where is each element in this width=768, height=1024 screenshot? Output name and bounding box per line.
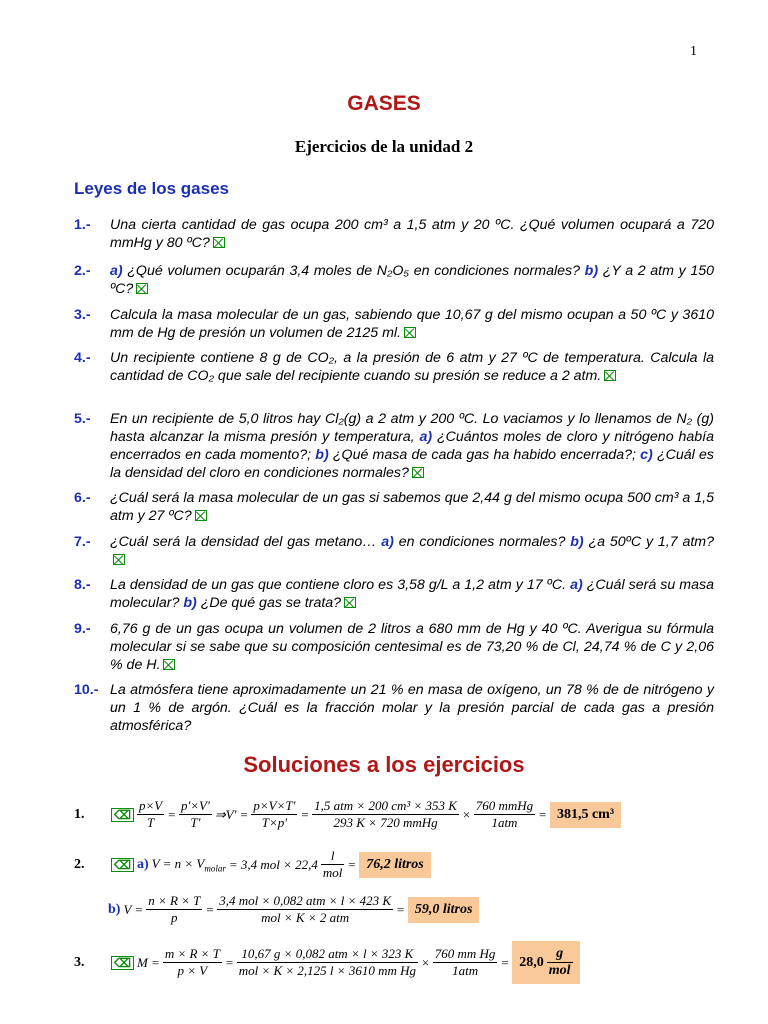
equation-text: = 3,4 mol × 22,4 (228, 856, 318, 872)
exercise-number: 6.- (74, 490, 91, 506)
fraction: $\frac{p\times V\times T'}{T\times p'}$ (253, 798, 296, 830)
solution-number: 3. (74, 954, 85, 970)
part-label: b) (108, 901, 121, 917)
exercise-text: Calcula la masa molecular de un gas, sabiendo que 10,67 g del mismo ocupan a 50 ºC y 3610 mm de Hg de presión un volumen de 2125 ml. (110, 307, 714, 341)
exercise-9 (74, 620, 714, 674)
exercise-text: en condiciones normales? (393, 534, 571, 550)
exercise-number: 2.- (74, 263, 91, 279)
page-subtitle: Ejercicios de la unidad 2 (294, 137, 474, 156)
back-to-exercise-icon[interactable]: ⌫ (111, 808, 134, 822)
exercise-text: ¿Qué masa de cada gas ha habido encerrada?; (328, 447, 641, 463)
exercise-6 (74, 489, 714, 525)
exercise-text: ¿Cuál será la masa molecular de un gas si sabemos que 2,44 g del mismo ocupa 500 cm³ a 1,5 atm y 27 ºC? (110, 490, 714, 524)
exercise-text: ¿Cuál será la densidad del gas metano… (110, 534, 382, 550)
back-to-exercise-icon[interactable]: ⌫ (111, 956, 134, 970)
exercise-number: 10.- (74, 682, 99, 698)
go-to-solution-icon[interactable] (604, 370, 616, 381)
equation-text: V = (123, 901, 144, 917)
go-to-solution-icon[interactable] (213, 237, 225, 248)
go-to-solution-icon[interactable] (344, 597, 356, 608)
fraction: $\frac{\text{760 mm Hg}}{\text{1atm}}$ (434, 946, 496, 978)
equation-text: M = (136, 954, 160, 970)
exercise-1 (74, 216, 714, 252)
exercise-text: Un recipiente contiene 8 g de CO₂, a la presión de 6 atm y 27 ºC de temperatura. Calcula la cantidad de CO₂ que sale del recipiente cuando su presión se reduce a 2 atm. (110, 350, 714, 384)
exercise-number: 1.- (74, 217, 91, 233)
part-label: a) (381, 534, 394, 550)
exercise-number: 3.- (74, 307, 91, 323)
solution-number: 2. (74, 856, 85, 872)
exercise-7 (74, 533, 714, 569)
exercise-number: 5.- (74, 411, 91, 427)
implication: ⇒V' = (214, 806, 249, 822)
solution-2b: b) V = $\frac{n \times R \times T}{p}$ = $\frac{\text{3,4 mol × 0,082 atm × l × 423 K}}{\text{mol × K × 2 atm}}$ = 59,0 litros (108, 893, 479, 926)
result-box: 76,2 litros (359, 852, 431, 878)
fraction: $\frac{\text{10,67 g × 0,082 atm × l × 323 K}}{\text{mol × K × 2,125 l × 3610 mm Hg}}$ (238, 946, 416, 978)
part-label: b) (570, 534, 584, 550)
exercise-8 (74, 576, 714, 612)
exercise-text: ¿De qué gas se trata? (196, 595, 342, 611)
exercise-text: En un recipiente de 5,0 litros hay Cl₂(g) a 2 atm y 200 ºC. Lo vaciamos y lo llenamos de N₂ (g) hasta alcanzar la misma presión y temperatura, (110, 411, 714, 445)
part-label: a) (419, 429, 433, 445)
solution-3: 3. ⌫ M = $\frac{m \times R \times T}{p \times V}$ = $\frac{\text{10,67 g × 0,082 atm × l × 323 K}}{\text{mol × K × 2,125 l × 3610 mm Hg}}$ × $\frac{\text{760 mm Hg}}{\text{1atm}}$ = 28,0 $\frac{g}{\text{mol}}$ (74, 941, 580, 984)
exercise-text: ¿Qué volumen ocuparán 3,4 moles de N₂O₅ en condiciones normales? (122, 263, 585, 279)
exercise-text: ¿Cuál será su masa molecular? (110, 577, 714, 611)
part-label: b) (315, 447, 329, 463)
go-to-solution-icon[interactable] (404, 327, 416, 338)
exercise-text: ¿a 50ºC y 1,7 atm? (583, 534, 714, 550)
exercise-2 (74, 262, 714, 298)
part-label: b) (584, 263, 599, 279)
exercise-text: La atmósfera tiene aproximadamente un 21 % en masa de oxígeno, un 78 % de de nitrógeno y un 1 % de argón. ¿Cuál es la fracción molar y la presión parcial de cada gas a presión atmosférica? (110, 682, 714, 734)
exercise-text: ¿Cuál es la densidad del cloro en condiciones normales? (110, 447, 714, 481)
exercise-text: Una cierta cantidad de gas ocupa 200 cm³ a 1,5 atm y 20 ºC. ¿Qué volumen ocupará a 720 mmHg y 80 ºC? (110, 217, 714, 251)
go-to-solution-icon[interactable] (195, 510, 207, 521)
go-to-solution-icon[interactable] (136, 283, 148, 294)
go-to-solution-icon[interactable] (412, 467, 424, 478)
page-title: GASES (347, 92, 421, 115)
part-label: a) (110, 263, 123, 279)
exercise-3 (74, 306, 714, 342)
solution-2a: 2. ⌫ a) $V = n \times V_{molar}$ = 3,4 mol × 22,4 $\frac{l}{\text{mol}}$ = 76,2 litros (74, 848, 431, 881)
solution-number: 1. (74, 806, 85, 822)
fraction: $\frac{m \times R \times T}{p \times V}$ (164, 946, 220, 978)
fraction: $\frac{p'\times V'}{T'}$ (180, 798, 210, 830)
fraction: $\frac{\text{3,4 mol × 0,082 atm × l × 423 K}}{\text{mol × K × 2 atm}}$ (219, 893, 392, 925)
fraction: $\frac{l}{\text{mol}}$ (322, 848, 343, 880)
part-label: b) (183, 595, 197, 611)
part-label: a) (136, 856, 149, 872)
section-title: Leyes de los gases (74, 179, 229, 198)
exercise-number: 9.- (74, 621, 91, 637)
exercise-4 (74, 349, 714, 385)
fraction: $\frac{n \times R \times T}{p}$ (148, 893, 201, 925)
solution-1: 1. ⌫ $\frac{p\times V}{T}$ = $\frac{p'\times V'}{T'}$ ⇒V' = $\frac{p\times V\times T'}{T\times p'}$ = $\frac{\text{1,5 atm × 200 cm³ × 353 K}}{\text{293 K × 720 mmHg}}$ × $\frac{\text{760 mmHg}}{\text{1atm}}$ = 381,5 cm³ (74, 798, 621, 831)
exercise-text: ¿Cuántos moles de cloro y nitrógeno había encerrados en cada momento?; (110, 429, 714, 463)
exercise-number: 7.- (74, 534, 91, 550)
solutions-title: Soluciones a los ejercicios (243, 752, 525, 777)
exercise-number: 4.- (74, 350, 91, 366)
exercise-text: 6,76 g de un gas ocupa un volumen de 2 litros a 680 mm de Hg y 40 ºC. Averigua su fórmula molecular si se sabe que su composición centesimal es de 73,20 % de Cl, 24,74 % de C y 2,06 % de H. (110, 621, 714, 673)
exercise-10 (74, 681, 714, 735)
result-box: 381,5 cm³ (550, 802, 621, 828)
exercise-5 (74, 410, 714, 482)
exercise-text: La densidad de un gas que contiene cloro es 3,58 g/L a 1,2 atm y 17 ºC. (110, 577, 571, 593)
page-number: 1 (690, 44, 697, 59)
part-label: c) (640, 447, 653, 463)
exercise-number: 8.- (74, 577, 91, 593)
go-to-solution-icon[interactable] (113, 554, 125, 565)
exercise-text: ¿Y a 2 atm y 150 ºC? (110, 263, 714, 297)
fraction: $\frac{p\times V}{T}$ (138, 798, 163, 830)
part-label: a) (570, 577, 583, 593)
result-box: 59,0 litros (408, 897, 480, 923)
equation-text: $V = n \times V_{molar}$ (151, 855, 226, 874)
result-box: 28,0 $\frac{g}{\text{mol}}$ (512, 941, 579, 984)
go-to-solution-icon[interactable] (163, 659, 175, 670)
fraction: $\frac{\text{760 mmHg}}{\text{1atm}}$ (475, 798, 534, 830)
back-to-exercise-icon[interactable]: ⌫ (111, 858, 134, 872)
fraction: $\frac{\text{1,5 atm × 200 cm³ × 353 K}}{\text{293 K × 720 mmHg}}$ (314, 798, 457, 830)
